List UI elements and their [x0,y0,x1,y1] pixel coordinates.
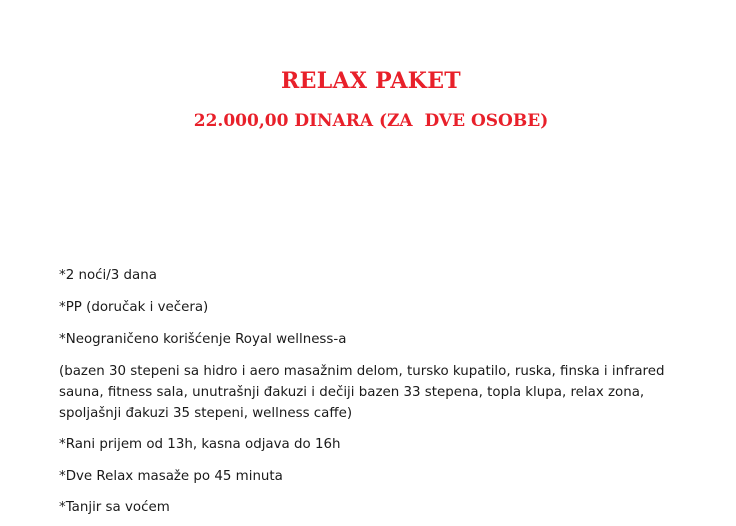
list-item-checkin: *Rani prijem od 13h, kasna odjava do 16h [59,437,341,452]
list-item-board: *PP (doručak i večera) [59,300,209,315]
wellness-details: (bazen 30 stepeni sa hidro i aero masažnim delom, tursko kupatilo, ruska, finska i infrared sauna, fitness sala, unutrašnji đakuzi i dečiji bazen 33 stepena, topla klupa, relax zona, spoljašnji đakuzi 35 stepeni, wellness caffe) [59,364,665,421]
list-item-wellness: *Neograničeno korišćenje Royal wellness-a [59,332,347,347]
package-title: RELAX PAKET [281,68,461,94]
package-price: 22.000,00 DINARA (ZA DVE OSOBE) [193,111,549,131]
list-item-massage: *Dve Relax masaže po 45 minuta [59,469,283,484]
list-item-nights: *2 noći/3 dana [59,268,157,283]
list-item-fruit: *Tanjir sa voćem [59,500,170,515]
